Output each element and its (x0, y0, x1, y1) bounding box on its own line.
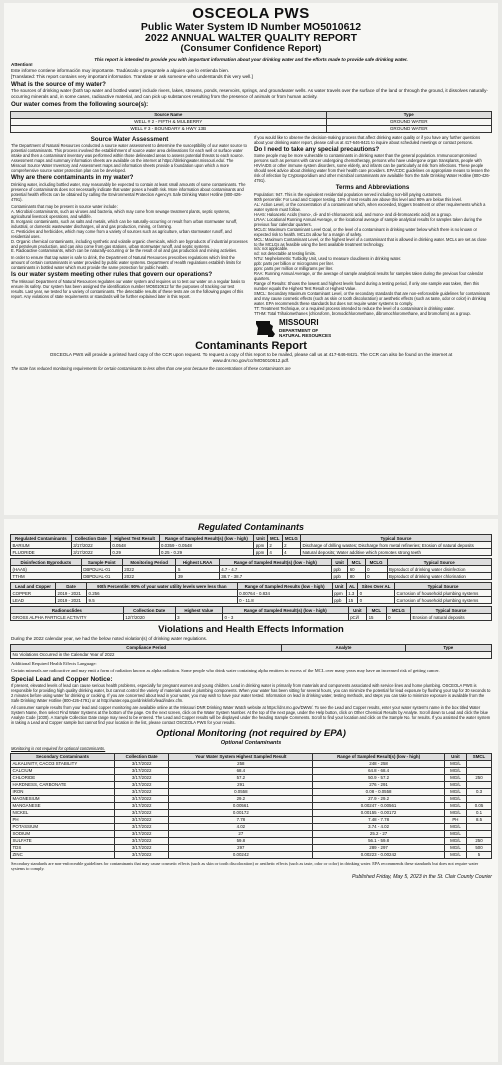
spanish-notice: Este informe contiene información muy importante. Tradúscalo o prequntele a alguien que lo entienda bien. (11, 68, 230, 74)
violations-table: Compliance Period Analyte Type No Violations Occurred in the Calendar Year of 2022 (10, 644, 492, 659)
term-item: n/a: not applicable. (254, 246, 289, 252)
term-item: SMCL: Secondary Maximum Contaminant Level, or the secondary standards that are non-enforceable guidelines for contaminants and may cause cosmetic effects (such as skin or tooth discoloration) or aesthetic effects (such as taste, odor or color) in drinking water. EPA recommends these standards but does not require water systems to comply. (254, 291, 490, 307)
reduced-monitoring-text: The state has reduced monitoring requirements for certain contaminants to less often than one year because the concentrations of these contaminants are (11, 365, 291, 371)
attention-label: Attention! (11, 62, 33, 68)
lead-notice-title: Special Lead and Copper Notice: (11, 675, 113, 683)
term-item: nd: not detectable at testing limits. (254, 251, 316, 257)
report-page-2 (4, 519, 498, 1062)
contaminants-question: Why are there contaminants in my water? (11, 174, 134, 182)
contaminants-report-title: Contaminants Report (195, 340, 307, 353)
table-row: SULFATE 3/17/2022 59.8 56.1 - 59.8 MG/L 250 (11, 837, 492, 844)
disinfection-byproducts-table: Disinfection Byproducts Sample Point Monitoring Period Highest LRAA Range of Sampled Result(s) (low - high) Unit MCL MCLG Typical Source (HAA5) DBPDUAL-01 2022 5 4.7 - 4.7 ppb 60 0 Byproduct of drinking water disinfection TTHM DBPDUAL-01 2022 39 38.7 - 38.7 ppb 80 0 Byproduct of drinking water chlorination (10, 558, 492, 580)
col-source-name: Source Name (11, 111, 327, 118)
missouri-state-icon (254, 320, 276, 338)
table-row: ALKALINITY, CACO3 STABILITY 3/17/2022 258 248 - 258 MG/L (11, 760, 492, 767)
table-row: FLUORIDE 3/17/2022 0.29 0.25 - 0.29 ppm 4 4 Natural deposits; Water additive which promotes strong teeth (11, 549, 492, 556)
rules-question: Is our water system meeting other rules that govern our operations? (11, 271, 213, 279)
publication-footer: Published Friday, May 5, 2023 in the St. Clair County Courier (351, 873, 492, 880)
term-item: ppm: parts per million or milligrams per liter. (254, 266, 334, 272)
page-title: OSCEOLA PWS (192, 5, 310, 22)
sources-table (10, 111, 492, 133)
system-id: Public Water System ID Number MO5010612 (140, 20, 362, 33)
dnr-logo: MISSOURI DEPARTMENT OF NATURAL RESOURCES (254, 319, 491, 338)
sources-heading: Our water comes from the following source(s): (11, 100, 149, 108)
table-row: WELL # 2 - FIFTH & MULBERRY GROUND WATER (11, 118, 492, 125)
table-row: CHLORIDE 3/17/2022 57.2 50.9 - 57.2 MG/L 250 (11, 774, 492, 781)
source-text: The sources of drinking water (both tap water and bottled water) include rivers, lakes, streams, ponds, reservoirs, springs, and groundwater wells. As water travels over the surface of the land or through the ground, it dissolves naturally-occurring minerals and, in some cases, radioactive material, and can pick up substances resulting from the presence of animals or from human activity. (11, 88, 488, 100)
intro-statement: This report is intended to provide you with important information about your drinking water and the efforts made to provide safe drinking water. (94, 56, 408, 62)
col-type: Type (326, 111, 492, 118)
table-row: (HAA5) DBPDUAL-01 2022 5 4.7 - 4.7 ppb 60 0 Byproduct of drinking water disinfection (11, 566, 492, 573)
terms-title: Terms and Abbreviations (335, 184, 410, 192)
term-item: TTHM: Total Trihalomethanes (chloroform, bromodichloromethane, dibromochloromethane, and bromoform) as a group. (254, 311, 471, 317)
contaminants-report-text: OSCEOLA PWS will provide a printed hard copy of the CCR upon request. To request a copy of this report to be mailed, please call us at 417-646-8421. The CCR can also be found on the internet at www.dnr.mo.gov/ccr/MO5010612.pdf. (49, 352, 453, 363)
table-row: LEAD 2019 - 2021 9.5 0 - 11.8 ppb 15 0 Corrosion of household plumbing systems (11, 597, 492, 604)
inorganic-table: Regulated Contaminants Collection Date Highest Test Result Range of Sampled Result(s) (low - high) Unit MCL MCLG Typical Source BARIUM 3/17/2022 0.0548 0.0359 - 0.0548 ppm 2 2 Discharge of drilling wastes; Discharge from metal refineries; Erosion of natural deposits FLUORIDE 3/17/2022 0.29 0.25 - 0.29 ppm 4 4 Natural deposits; Water additive which promotes strong teeth (10, 534, 492, 556)
table-row: IRON 3/17/2022 0.0558 0.08 - 0.0558 MG/L 0.3 (11, 788, 492, 795)
secondary-contaminants-table: Secondary Contaminants Collection Date Your Water System Highest Sampled Result Range of Sampled Result(s) (low - high) Unit SMCL ALKALINITY, CACO3 STABILITY 3/17/2022 258 248 - 258 MG/L CALCIUM 3/17/2022 68.4 64.8 - 68.4 MG/L CHLORIDE 3/17/2022 57.2 50.9 - 57.2 MG/L 250 HARDNESS, CARBONATE 3/17/2022 291 276 - 291 MG/L IRON 3/17/2022 0.0558 0.08 - 0.0558 MG/L 0.3 MAGNESIUM 3/17/2022 29.2 27.9 - 29.2 MG/L MANGANESE 3/17/2022 0.00561 0.00247 - 0.00561 MG/L 0.05 NICKEL 3/17/2022 0.00172 0.00155 - 0.00172 MG/L 0.1 PH 3/17/2022 7.78 7.48 - 7.78 PH 8.5 POTASSIUM 3/17/2022 4.02 3.74 - 4.02 MG/L SODIUM 3/17/2022 27 25.2 - 27 MG/L SULFATE 3/17/2022 59.8 56.1 - 59.8 MG/L 250 TDS 3/17/2022 297 289 - 297 MG/L 500 ZINC 3/17/2022 0.00242 0.00223 - 0.00242 MG/L 5 (10, 753, 492, 859)
violations-title: Violations and Health Effects Information (158, 624, 344, 635)
lead-notice-text: If present, elevated levels of lead can cause serious health problems, especially for pregnant women and young children. Lead in drinking water is primarily from materials and components associated with service lines and home plumbing. OSCEOLA PWS is responsible for providing high quality drinking water, but cannot control the variety of materials used in plumbing components. When your water has been sitting for several hours, you can minimize the potential for lead exposure by flushing your tap for 30 seconds to 2 minutes before using water for drinking or cooking. If you are concerned about lead in your water, you may wish to have your water tested. Information on lead in drinking water, testing methods, and steps you can take to minimize exposure is available from the Safe Drinking Water Hotline (800-426-4791) or at http://water.epa.gov/drink/info/lead/index.cfm. (11, 682, 491, 703)
precautions-text: Some people may be more vulnerable to contaminants in drinking water than the general population. Immunocompromised persons such as persons with cancer undergoing chemotherapy, persons who have undergone organ transplants, people with HIV/AIDS or other immune system disorders, some elderly, and infants can be particularly at risk from infections. These people should seek advice about drinking water from their health care providers. EPA/CDC guidelines on appropriate means to lessen the risk of infection by Cryptosporidium and other microbial contaminants are available from the Safe Drinking Water Hotline (800-426-4791). (254, 153, 491, 184)
swa-title: Source Water Assessment (90, 135, 169, 143)
lead-copper-table: Lead and Copper Date 90th Percentile: 90% of your water utility levels were less than Range of Sampled Results (low - high) Unit AL Sites Over AL Typical Source COPPER 2019 - 2021 0.256 0.00764 - 0.834 ppm 1.3 0 Corrosion of household plumbing systems LEAD 2019 - 2021 9.5 0 - 11.8 ppb 15 0 Corrosion of household plumbing systems (10, 582, 492, 604)
radioactive-text: Certain minerals are radioactive and may emit a form of radiation known as alpha radiation. Some people who drink water containing alpha emitters in excess of the MCL over many years may have an increased risk of getting cancer. (11, 668, 440, 674)
table-row: NICKEL 3/17/2022 0.00172 0.00155 - 0.00172 MG/L 0.1 (11, 809, 492, 816)
term-item: MCLG: Maximum Contaminant Level Goal, or the level of a contaminant in drinking water below which there is no known or expected risk to health. MCLGs allow for a margin of safety. (254, 226, 477, 237)
term-item: ppb: parts per billion or micrograms per liter. (254, 261, 334, 267)
table-row: COPPER 2019 - 2021 0.256 0.00764 - 0.834 ppm 1.3 0 Corrosion of household plumbing systems (11, 590, 492, 597)
radionuclides-table: Radionuclides Collection Date Highest Value Range of Sampled Result(s) (low - high) Unit MCL MCLG Typical Source GROSS ALPHA PARTICLE ACTIVITY 12/7/2020 3 0 - 3 pCi/l 15 0 Erosion of natural deposits (10, 606, 492, 621)
list-item: A. Microbial contaminants, such as viruses and bacteria, which may come from sewage treatment plants, septic systems, agricultural livestock operations, and wildlife. (11, 208, 231, 219)
table-row: MANGANESE 3/17/2022 0.00561 0.00247 - 0.00561 MG/L 0.05 (11, 802, 492, 809)
optional-subtitle: Optional Contaminants (220, 739, 282, 746)
table-row: No Violations Occurred in the Calendar Year of 2022 (11, 651, 492, 658)
source-question: What is the source of my water? (11, 80, 106, 88)
term-item: NTU: Nephelometric Turbidity Unit, used to measure cloudiness in drinking water. (254, 256, 402, 262)
term-item: Range of Results: Shows the lowest and highest levels found during a testing period, if only one sample was taken, then this number equals the Highest Test Result or Highest Value. (254, 281, 480, 292)
term-item: TT: Treatment Technique, or a required process intended to reduce the level of a contaminant in drinking water. (254, 306, 455, 312)
table-row: CALCIUM 3/17/2022 68.4 64.8 - 68.4 MG/L (11, 767, 492, 774)
report-type: (Consumer Confidence Report) (180, 42, 322, 54)
term-item: AL: Action Level, or the concentration of a contaminant which, when exceeded, triggers treatment or other requirements which a water system must follow. (254, 201, 486, 212)
table-row: HARDNESS, CARBONATE 3/17/2022 291 276 - 291 MG/L (11, 781, 492, 788)
table-row: ZINC 3/17/2022 0.00242 0.00223 - 0.00242 MG/L 5 (11, 851, 492, 858)
table-row: TTHM DBPDUAL-01 2022 39 38.7 - 38.7 ppb 80 0 Byproduct of drinking water chlorination (11, 573, 492, 580)
rules-text: The Missouri Department of Natural Resources regulates our water system and requires us to test our water on a regular basis to ensure its safety. Our system has been assigned the identification number MO5010612 for the purposes of tracking our test results. Last year, we tested for a variety of contaminants. The detectable results of these tests are on the following pages of this report. Any violations of state requirements or standards will be further explained later in this report. (11, 278, 245, 299)
translation-notice: [Translated: This report contains very important information. Translate or ask someone who understands this very well.] (11, 73, 253, 79)
contaminants-text: Drinking water, including bottled water, may reasonably be expected to contain at least small amounts of some contaminants. The presence of contaminants does not necessarily indicate that water poses a health risk. More information about contaminants and potential health effects can be obtained by calling the Environmental Protection Agency's Safe Drinking Water Hotline (800-426-4791). (11, 181, 246, 202)
table-row: POTASSIUM 3/17/2022 4.02 3.74 - 4.02 MG/L (11, 823, 492, 830)
term-item: LRAA: Locational Running Annual Average, or the locational average of sample analytical results for samples taken during the previous four calendar quarters. (254, 216, 482, 227)
term-item: 90th percentile: For Lead and Copper testing. 10% of test results are above this level and 90% are below this level. (254, 196, 462, 202)
swa-text: The Department of Natural Resources conducted a source water assessment to determine the susceptibility of our water source to potential contaminants. This process involved the establishment of source water area delineations for each well or surface water intake and then a contaminant inventory was performed within those delineated areas to assess potential threats to each source. Assessment maps and summary information sheets are available on the internet at https://drinkingwater.missouri.edu/. The Missouri Source Water Inventory and Assessment maps and information sheets provide a foundation upon which a more comprehensive source water protection plan can be developed. (11, 143, 247, 174)
table-row: GROSS ALPHA PARTICLE ACTIVITY 12/7/2020 3 0 - 3 pCi/l 15 0 Erosion of natural deposits (11, 614, 492, 621)
table-row: WELL # 3 - BOUNDARY & HWY 13B GROUND WATER (11, 125, 492, 132)
table-row: BARIUM 3/17/2022 0.0548 0.0359 - 0.0548 ppm 2 2 Discharge of drilling wastes; Discharge from metal refineries; Erosion of natural deposits (11, 542, 492, 549)
list-item: E. Radioactive contaminants, which can be naturally-occurring or be the result of oil and gas production and mining activities. (11, 248, 238, 254)
list-item: B. Inorganic contaminants, such as salts and metals, which can be naturally-occurring or result from urban stormwater runoff, industrial, or domestic wastewater discharges, oil and gas production, mining, or farming. (11, 218, 238, 229)
table-row: SODIUM 3/17/2022 27 25.2 - 27 MG/L (11, 830, 492, 837)
lead-monitoring-text: All consumer sample results from your lead and copper monitoring are available online at the Missouri DNR Drinking Water Watch website at https://dnr.mo.gov/DWW/. To see the Lead and Copper results, enter your water system's name in the box titled Water System Name, then select Find Water Systems at the bottom of the page. On the next screen, click on the Water System Number. At the top of the next page, under the Help button, click on Other Chemical Results by Analyte. Scroll down to Lead and click the blue Analyte Code (1030). A Sample Collection Date range may need to be entered. The Lead and Copper results will be displayed under the heading Sample Comments. Scroll to find your location and click on the Sample No. for results. If you assisted the water system in taking a Lead and Copper sample but cannot find your location in the list, please contact OSCEOLA PWS for your results. (11, 704, 491, 725)
term-item: HAA5: Haloacetic Acids (mono-, di- and tri-chloroacetic acid, and mono- and di-bromoacetic acid) as a group. (254, 211, 452, 217)
table-row: PH 3/17/2022 7.78 7.48 - 7.78 PH 8.5 (11, 816, 492, 823)
additional-health-label: Additional Required Health Effects Language: (11, 660, 97, 666)
right-column (254, 135, 491, 339)
precautions-question: Do I need to take any special precautions? (254, 145, 380, 153)
report-year-title: 2022 ANNUAL WALTER QUALITY REPORT (145, 31, 357, 44)
report-page-1 (4, 3, 498, 515)
list-item: C. Pesticides and herbicides, which may come from a variety of sources such as agriculture, urban stormwater runoff, and residential uses. (11, 228, 232, 239)
violations-intro: During the 2022 calendar year, we had the below noted violation(s) of drinking water regulations. (11, 636, 208, 641)
secondary-footnote: Secondary standards are non-enforceable guidelines for contaminants that may cause cosmetic effects (such as skin or tooth discoloration) or aesthetic effects (such as taste, odor or color) in drinking water. EPA recommends these standards but does not require water systems to comply. (11, 860, 479, 872)
left-column (11, 135, 248, 339)
optional-note: Monitoring is not required for optional contaminants. (11, 745, 106, 751)
order-text: In order to ensure that tap water is safe to drink, the Department of Natural Resources prescribes regulations which limit the amount of certain contaminants in water provided by public water systems. Department of Health regulations establish limits for contaminants in bottled water which must provide the same protection for public health. (11, 255, 242, 271)
regulated-title: Regulated Contaminants (197, 522, 304, 532)
table-row: TDS 3/17/2022 297 289 - 297 MG/L 500 (11, 844, 492, 851)
term-item: RAA: Running Annual Average, or the average of sample analytical results for samples taken during the previous four calendar quarters. (254, 271, 484, 282)
list-item: D. Organic chemical contaminants, including synthetic and volatile organic chemicals, which are byproducts of industrial processes and petroleum production, and can also come from gas stations, urban stormwater runoff, and septic systems. (11, 238, 248, 249)
term-item: MCL: Maximum Contaminant Level, or the highest level of a contaminant that is allowed in drinking water. MCLs are set as close to the MCLGs as feasible using the best available treatment technology. (254, 236, 487, 247)
optional-title: Optional Monitoring (not required by EPA) (156, 727, 346, 739)
may-be-present: Contaminants that may be present in source water include: (11, 203, 118, 209)
term-item: Population: 947. This is the equivalent residential population served including non-bill paying customers. (254, 191, 443, 197)
table-row: MAGNESIUM 3/17/2022 29.2 27.9 - 29.2 MG/L (11, 795, 492, 802)
participate-text: If you would like to observe the decision-making process that affect drinking water quality or if you have any further questions about your drinking water report, please call us at 417-646-8421 to inquire about scheduled meetings or contact persons. (254, 134, 481, 145)
